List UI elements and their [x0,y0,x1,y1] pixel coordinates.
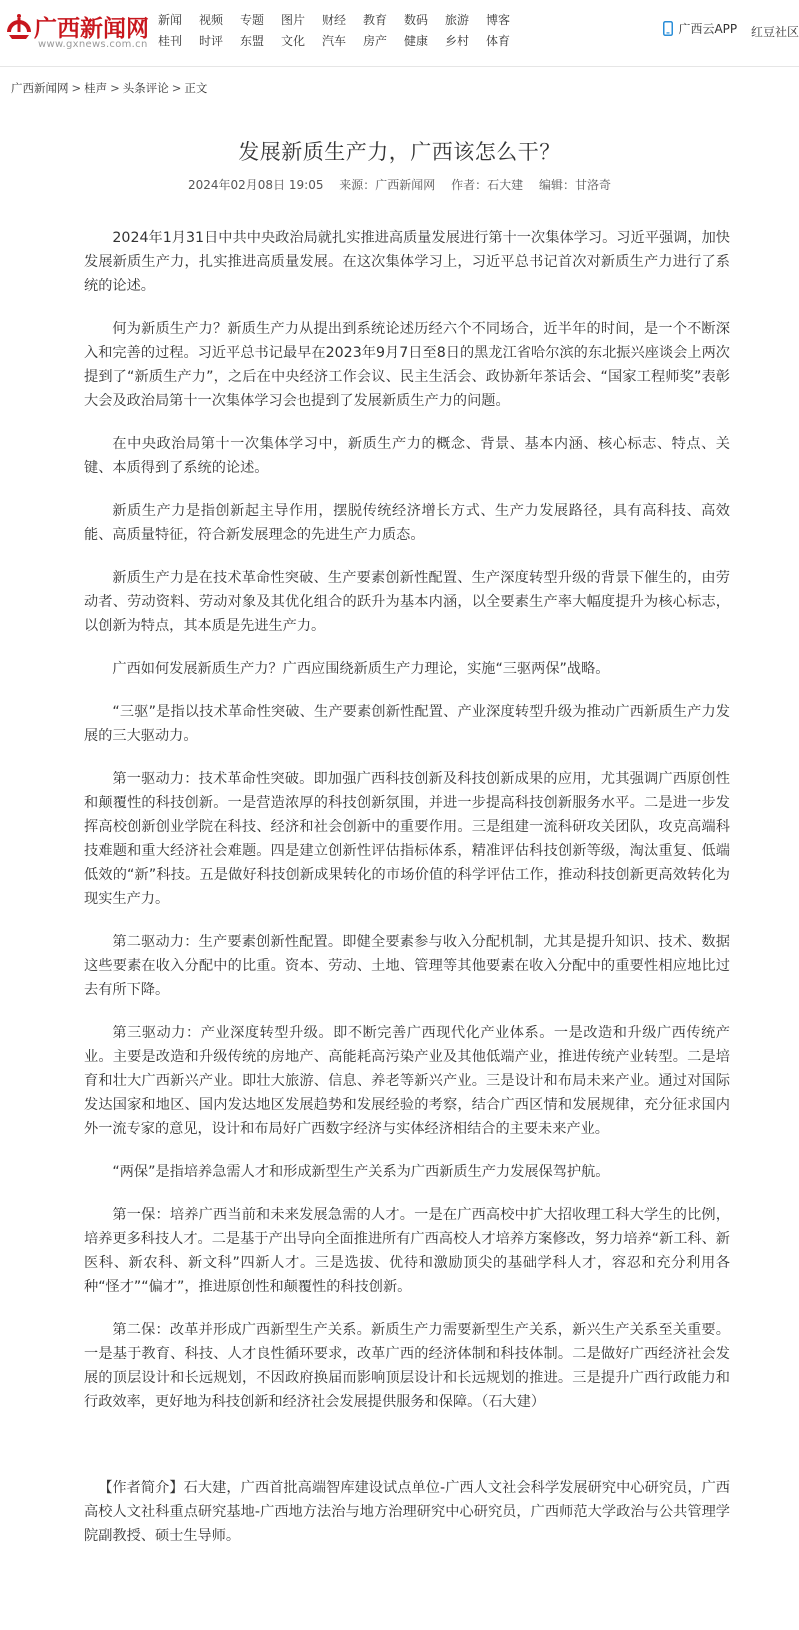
article-paragraph: 第一驱动力：技术革命性突破。即加强广西科技创新及科技创新成果的应用，尤其强调广西原创性和颠覆性的科技创新。一是营造浓厚的科技创新氛围，并进一步提高科技创新服务水平。二是进一步发挥高校创新创业学院在科技、经济和社会创新中的重要作用。三是组建一流科研攻关团队，攻克高端科技难题和重大经济社会难题。四是建立创新性评估指标体系，精准评估科技创新等级，淘汰重复、低端低效的“新”科技。五是做好科技创新成果转化的市场价值的科学评估工作，推动科技创新更高效转化为现实生产力。 [84,771,730,907]
article-body [84,226,730,1433]
nav-item[interactable]: 乡村 [445,34,470,48]
nav-item[interactable]: 桂刊 [158,34,183,48]
article-author: 作者：石大建 [451,178,524,192]
article-paragraph: 第三驱动力：产业深度转型升级。即不断完善广西现代化产业体系。一是改造和升级广西传统产业。主要是改造和升级传统的房地产、高能耗高污染产业及其他低端产业，推进传统产业转型。二是培育和壮大广西新兴产业。即壮大旅游、信息、养老等新兴产业。三是设计和布局未来产业。通过对国际发达国家和地区、国内发达地区发展趋势和发展经验的考察，结合广西区情和发展规律，充分征求国内外一流专家的意见，设计和布局好广西数字经济与实体经济相结合的主要未来产业。 [84,1025,730,1137]
breadcrumb-guisheng[interactable]: 桂声 [84,81,108,95]
header-right-links [663,20,799,40]
breadcrumb-separator: > [71,81,82,95]
nav-item[interactable]: 数码 [404,13,429,27]
article-paragraph: 在中央政治局第十一次集体学习中，新质生产力的概念、背景、基本内涵、核心标志、特点、关键、本质得到了系统的论述。 [84,436,730,476]
logo-url: www.gxnews.com.cn [38,39,148,50]
article-source: 来源：广西新闻网 [339,178,436,192]
nav-item[interactable]: 东盟 [240,34,265,48]
article-title: 发展新质生产力，广西该怎么干？ [238,140,561,164]
nav-item[interactable]: 专题 [240,13,265,27]
article-paragraph: “三驱”是指以技术革命性突破、生产要素创新性配置、产业深度转型升级为推动广西新质生产力发展的三大驱动力。 [84,704,730,744]
nav-item[interactable]: 健康 [404,34,429,48]
nav-item[interactable]: 视频 [199,13,224,27]
author-bio [84,1476,730,1548]
community-link[interactable]: 红豆社区 [750,25,799,39]
breadcrumb-current: 正文 [184,81,208,95]
article-paragraph: 第一保：培养广西当前和未来发展急需的人才。一是在广西高校中扩大招收理工科大学生的比例，培养更多科技人才。二是基于产出导向全面推进所有广西高校人才培养方案修改，努力培养“新工科、新医科、新农科、新文科”四新人才。三是选拔、优待和激励顶尖的基础学科人才，容忍和充分利用各种“怪才”“偏才”，推进原创性和颠覆性的科技创新。 [84,1207,730,1295]
nav-item[interactable]: 房产 [363,34,388,48]
nav-row-2 [158,31,528,52]
nav-item[interactable]: 博客 [486,13,511,27]
nav-item[interactable]: 教育 [363,13,388,27]
breadcrumb-headline-comment[interactable]: 头条评论 [122,81,169,95]
breadcrumb-separator: > [110,81,120,95]
article-paragraph: 广西如何发展新质生产力？广西应围绕新质生产力理论，实施“三驱两保”战略。 [112,661,610,677]
site-logo[interactable] [2,8,152,58]
nav-item[interactable]: 文化 [281,34,306,48]
article-paragraph: 第二保：改革并形成广西新型生产关系。新质生产力需要新型生产关系，新兴生产关系至关重要。一是基于教育、科技、人才良性循环要求，改革广西的经济体制和科技体制。二是做好广西经济社会发展的顶层设计和长远规划，不因政府换届而影响顶层设计和长远规划的推进。三是提升广西行政能力和行政效率，更好地为科技创新和经济社会发展提供服务和保障。（石大建） [84,1322,730,1410]
logo-mark-icon [4,12,34,42]
publish-date: 2024年02月08日 19:05 [187,178,324,192]
author-bio-text: 【作者简介】石大建，广西首批高端智库建设试点单位-广西人文社会科学发展研究中心研究员，广西高校人文社科重点研究基地-广西地方法治与地方治理研究中心研究员，广西师范大学政治与公共管理学院副教授、硕士生导师。 [84,1480,730,1544]
nav-item[interactable]: 时评 [199,34,224,48]
nav-item[interactable]: 体育 [486,34,511,48]
phone-icon [663,21,673,36]
breadcrumb-separator: > [171,81,182,95]
breadcrumb-home[interactable]: 广西新闻网 [11,81,69,95]
logo-title: 广西新闻网 [34,15,149,42]
nav-item[interactable]: 旅游 [445,13,470,27]
article-paragraph: 新质生产力是指创新起主导作用，摆脱传统经济增长方式、生产力发展路径，具有高科技、高效能、高质量特征，符合新发展理念的先进生产力质态。 [84,503,730,543]
article-paragraph: 何为新质生产力？新质生产力从提出到系统论述历经六个不同场合，近半年的时间，是一个不断深入和完善的过程。习近平总书记最早在2023年9月7日至8日的黑龙江省哈尔滨的东北振兴座谈会上两次提到了“新质生产力”，之后在中央经济工作会议、民主生活会、政协新年茶话会、“国家工程师奖”表彰大会及政治局第十一次集体学习会也提到了发展新质生产力的问题。 [84,321,730,409]
main-nav [158,10,528,52]
article-paragraph: 2024年1月31日中共中央政治局就扎实推进高质量发展进行第十一次集体学习。习近平强调，加快发展新质生产力，扎实推进高质量发展。在这次集体学习上，习近平总书记首次对新质生产力进行了系统的论述。 [84,230,730,294]
nav-item[interactable]: 财经 [322,13,347,27]
nav-item[interactable]: 新闻 [158,13,183,27]
nav-item[interactable]: 图片 [281,13,306,27]
site-header [0,0,799,67]
article-editor: 编辑：甘洛奇 [538,178,611,192]
nav-item[interactable]: 汽车 [322,34,347,48]
article-paragraph: “两保”是指培养急需人才和形成新型生产关系为广西新质生产力发展保驾护航。 [112,1164,610,1180]
nav-row-1 [158,10,528,31]
breadcrumb [11,80,207,96]
article-meta [0,176,799,193]
article-paragraph: 新质生产力是在技术革命性突破、生产要素创新性配置、生产深度转型升级的背景下催生的，由劳动者、劳动资料、劳动对象及其优化组合的跃升为基本内涵，以全要素生产率大幅度提升为核心标志，以创新为特点，其本质是先进生产力。 [84,570,730,634]
article-paragraph: 第二驱动力：生产要素创新性配置。即健全要素参与收入分配机制，尤其是提升知识、技术、数据这些要素在收入分配中的比重。资本、劳动、土地、管理等其他要素在收入分配中的重要性相应地比过去有所下降。 [84,934,730,998]
app-download-link[interactable] [663,20,737,37]
app-label: 广西云APP [678,22,738,36]
